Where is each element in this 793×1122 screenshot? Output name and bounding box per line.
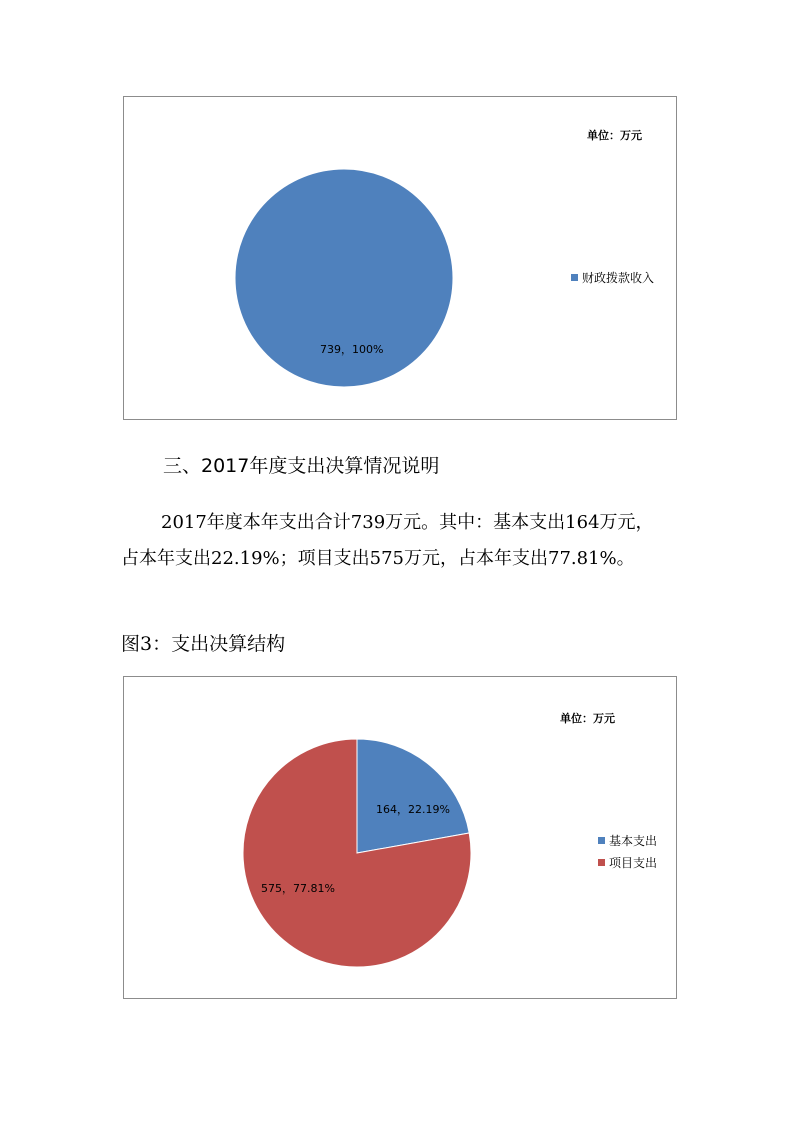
expenditure-paragraph: 2017年度本年支出合计739万元。其中：基本支出164万元，占本年支出22.19%；项目支出575万元，占本年支出77.81%。: [121, 512, 654, 569]
chart1-svg: [124, 97, 676, 419]
legend-label: 财政拨款收入: [582, 270, 655, 285]
section-heading: 三、2017年度支出决算情况说明: [163, 455, 440, 477]
chart1-legend: [571, 266, 654, 288]
legend-swatch: [571, 274, 578, 281]
legend-swatch: [598, 837, 605, 844]
pie-data-label-0: 739，100%: [320, 343, 384, 356]
income-pie-chart: [123, 96, 677, 420]
chart2-unit-label: 单位：万元: [560, 712, 615, 725]
legend-label: 基本支出: [609, 833, 658, 848]
pie-data-label-0: 164，22.19%: [376, 803, 450, 816]
figure-caption: 图3：支出决算结构: [121, 633, 286, 655]
pie-data-label-1: 575，77.81%: [261, 882, 335, 895]
chart2-legend: [598, 829, 657, 873]
chart1-unit-label: 单位：万元: [587, 129, 642, 142]
chart2-svg: [124, 677, 676, 998]
legend-item-basic-expenditure: [598, 829, 657, 851]
legend-item-project-expenditure: [598, 851, 657, 873]
legend-swatch: [598, 859, 605, 866]
legend-label: 项目支出: [609, 855, 658, 870]
expenditure-pie-chart: [123, 676, 677, 999]
legend-item-fiscal-income: [571, 266, 654, 288]
